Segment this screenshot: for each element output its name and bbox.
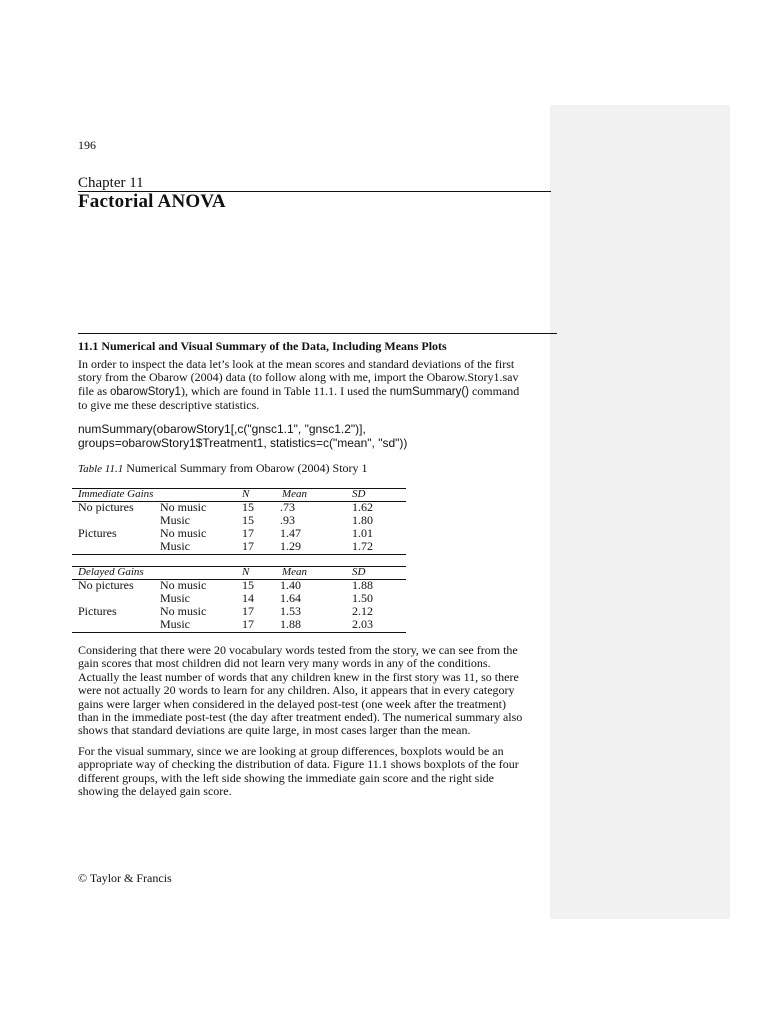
table-cell: .73 [280, 500, 295, 514]
visual-summary-paragraph [78, 745, 548, 799]
paragraph-line: Considering that there were 20 vocabulary words tested from the story, we can see from the [78, 643, 518, 657]
table-cell: 14 [242, 591, 254, 605]
table-cell: 1.29 [280, 539, 301, 553]
table-bottom-rule [72, 554, 406, 555]
table-cell: 1.64 [280, 591, 301, 605]
table-cell: Music [160, 513, 190, 527]
code-block [78, 422, 407, 450]
table-header-cell: Delayed Gains [78, 566, 144, 578]
table-header-cell: Mean [282, 488, 308, 500]
table-cell: .93 [280, 513, 295, 527]
paragraph-line: showing the delayed gain score. [78, 784, 232, 799]
table-cell: 17 [242, 604, 254, 618]
table-cell: 1.62 [352, 500, 373, 514]
table-cell: 15 [242, 500, 254, 514]
code-line: numSummary(obarowStory1[,c("gnsc1.1", "gnsc1.2")], [78, 422, 366, 436]
table-cell: 1.88 [280, 617, 301, 631]
table-header-cell: Mean [282, 566, 308, 578]
chapter-label: Chapter 11 [78, 175, 144, 191]
discussion-paragraph [78, 644, 548, 738]
table-cell: Pictures [78, 604, 117, 618]
table-cell: 17 [242, 526, 254, 540]
section-divider [78, 333, 557, 334]
table-caption-text: Numerical Summary from Obarow (2004) Story 1 [123, 461, 368, 475]
table-cell: 17 [242, 617, 254, 631]
table-cell: 17 [242, 539, 254, 553]
table-cell: No music [160, 604, 207, 618]
table-cell: No pictures [78, 578, 134, 592]
intro-line: In order to inspect the data let’s look at the mean scores and standard deviations of the first [78, 357, 515, 371]
table-cell: 1.88 [352, 578, 373, 592]
table-header-cell: Immediate Gains [78, 488, 154, 500]
table-header-cell: SD [352, 488, 366, 500]
table-cell: Music [160, 617, 190, 631]
table-cell: 2.03 [352, 617, 373, 631]
page-number: 196 [78, 138, 96, 152]
intro-line: to give me these descriptive statistics. [78, 398, 260, 413]
intro-paragraph [78, 358, 548, 413]
table-cell: No music [160, 500, 207, 514]
paragraph-line: gains were larger when considered in the delayed post-test (one week after the treatment) [78, 696, 506, 711]
paragraph-line: Actually the least number of words that any children knew in the first story was 11, so there [78, 669, 519, 684]
inline-code: numSummary() [389, 385, 469, 398]
table-cell: 1.47 [280, 526, 301, 540]
paragraph-line: For the visual summary, since we are looking at group differences, boxplots would be an [78, 744, 504, 758]
table-cell: No music [160, 526, 207, 540]
table-cell: 1.80 [352, 513, 373, 527]
copyright-footer: © Taylor & Francis [78, 871, 172, 885]
table-cell: 1.50 [352, 591, 373, 605]
table-caption-label: Table 11.1 [78, 463, 124, 475]
inline-code: obarowStory1 [110, 385, 181, 398]
intro-line: story from the Obarow (2004) data (to follow along with me, import the Obarow.Story1.sav [78, 370, 519, 385]
section-heading: 11.1 Numerical and Visual Summary of the Data, Including Means Plots [78, 339, 447, 353]
table-caption [78, 461, 368, 476]
table-cell: No music [160, 578, 207, 592]
paragraph-line: different groups, with the left side showing the immediate gain score and the right side [78, 770, 495, 785]
paragraph-line: appropriate way of checking the distribution of data. Figure 11.1 shows boxplots of the four [78, 757, 519, 772]
table-cell: 1.40 [280, 578, 301, 592]
table-cell: 1.01 [352, 526, 373, 540]
paragraph-line: shows that standard deviations are quite large, in most cases larger than the mean. [78, 723, 471, 738]
table-header-cell: N [242, 488, 250, 500]
table-cell: Music [160, 539, 190, 553]
chapter-title: Factorial ANOVA [78, 191, 226, 212]
table-cell: 15 [242, 578, 254, 592]
table-cell: Pictures [78, 526, 117, 540]
code-line: groups=obarowStory1$Treatment1, statistics=c("mean", "sd")) [78, 436, 408, 450]
table-cell: 2.12 [352, 604, 373, 618]
paragraph-line: were not actually 20 words to learn for any children. Also, it appears that in every category [78, 683, 515, 698]
table-cell: 1.53 [280, 604, 301, 618]
comment-margin-pane [550, 105, 730, 919]
table-header-cell: SD [352, 566, 366, 578]
table-header-cell: N [242, 566, 250, 578]
table-cell: 15 [242, 513, 254, 527]
paragraph-line: gain scores that most children did not learn very many words in any of the conditions. [78, 656, 491, 671]
paragraph-line: than in the immediate post-test (the day after treatment ended). The numerical summary also [78, 710, 523, 725]
table-bottom-rule [72, 632, 406, 633]
intro-line: file as obarowStory1), which are found in Table 11.1. I used the numSummary() command [78, 383, 520, 398]
table-cell: No pictures [78, 500, 134, 514]
table-cell: Music [160, 591, 190, 605]
table-cell: 1.72 [352, 539, 373, 553]
